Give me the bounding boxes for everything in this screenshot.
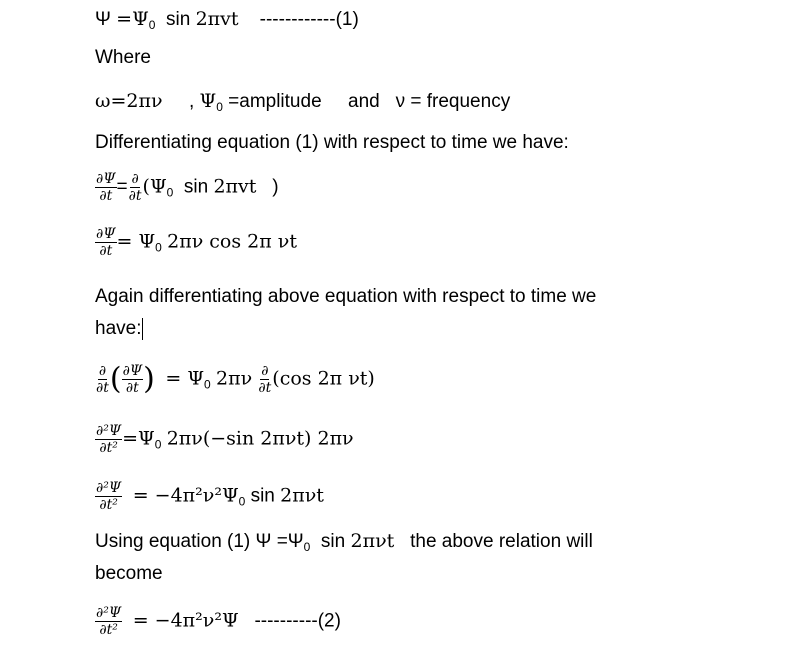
equation-1 [95,8,359,31]
rhs-prefix: = Ψ [165,367,205,390]
equation-number-1: ------------(1) [259,9,359,30]
psi-symbol: Ψ [95,9,111,30]
again-text-line-2 [95,318,143,340]
sin-text: sin [166,9,191,30]
argument: 2πνt [350,530,395,552]
where-label: Where [95,47,151,68]
denominator: ∂t [128,188,142,204]
subscript: 0 [166,185,174,200]
fraction-d2psi-dt2 [95,480,122,513]
rhs-prefix: = Ψ [116,230,156,253]
sin-text: sin [183,176,209,198]
fraction-d2psi-dt2 [95,605,122,638]
frequency-def: ν = frequency [395,91,511,112]
derivative-equation-2 [95,226,297,259]
denominator: ∂t [99,188,113,204]
using-prefix: Using equation (1) Ψ =Ψ [95,531,304,552]
close-paren: ) [272,176,279,198]
denominator: ∂t² [99,440,118,456]
numerator: ∂²Ψ [96,423,122,439]
sin-text: sin [320,531,346,552]
omega-def: ω=2πν [95,90,163,112]
subscript: 0 [238,494,246,509]
derivative-equation-1 [95,171,279,204]
subscript: 0 [216,100,223,114]
subscript: 0 [155,240,162,255]
fraction-d-dt [95,363,110,396]
rhs: = −4π²ν²Ψ [132,609,239,632]
coefficient: 2πν [216,367,253,390]
amplitude-def: =amplitude [228,91,322,112]
subscript: 0 [303,540,311,554]
fraction-d2psi-dt2 [95,423,122,456]
numerator: ∂ [131,171,139,187]
denominator: ∂t [96,380,109,396]
text-cursor-icon [142,318,143,340]
fraction-dpsi-dt [95,171,117,204]
rhs-prefix: = −4π²ν²Ψ [132,484,239,507]
have-text: have: [95,318,142,340]
numerator: ∂ [261,363,269,379]
argument: 2πνt [280,484,324,507]
rhs: 2πν cos 2π νt [167,230,297,253]
psi0-symbol: Ψ [199,90,217,112]
fraction-d-dt [128,171,143,204]
argument: 2πvt [195,8,239,30]
sin-text: sin [250,485,275,507]
using-suffix: the above relation will [410,531,593,552]
simplified-second-derivative [95,480,324,513]
and-word: and [348,91,380,112]
rhs-prefix: =Ψ [122,427,155,450]
numerator: ∂²Ψ [96,480,122,496]
denominator: ∂t [125,380,139,396]
differentiating-text: Differentiating equation (1) with respect to time we have: [95,132,569,153]
cos-term: (cos 2π νt) [272,367,375,390]
subscript: 0 [154,437,162,452]
fraction-d-dt [257,363,272,396]
rhs: 2πν(−sin 2πνt) 2πν [166,427,354,450]
denominator: ∂t² [99,497,118,513]
open-paren: ( [142,175,150,198]
fraction-dpsi-dt [122,363,144,396]
numerator: ∂Ψ [96,226,116,242]
denominator: ∂t [258,380,272,396]
psi0-symbol: Ψ [149,175,167,198]
equals: = [116,176,128,198]
subscript: 0 [204,377,211,392]
numerator: ∂Ψ [122,363,143,379]
fraction-dpsi-dt [95,226,117,259]
denominator: ∂t² [99,622,118,638]
open-paren: ( [109,361,122,397]
numerator: ∂ [98,363,107,379]
wave-equation-2 [95,605,341,638]
using-text-line-2: become [95,563,163,584]
definitions-line [95,90,510,113]
comma: , [188,91,195,112]
subscript: 0 [148,18,156,32]
numerator: ∂²Ψ [96,605,122,621]
argument: 2πvt [213,175,257,198]
expanded-second-derivative [95,423,354,456]
second-derivative-equation [95,363,375,396]
using-text-line-1 [95,530,593,553]
close-paren: ) [143,361,155,397]
equation-number-2: ----------(2) [254,610,341,632]
denominator: ∂t [99,243,113,259]
again-text-line-1: Again differentiating above equation with respect to time we [95,286,597,307]
numerator: ∂Ψ [96,171,116,187]
psi0-symbol: =Ψ [116,8,149,30]
